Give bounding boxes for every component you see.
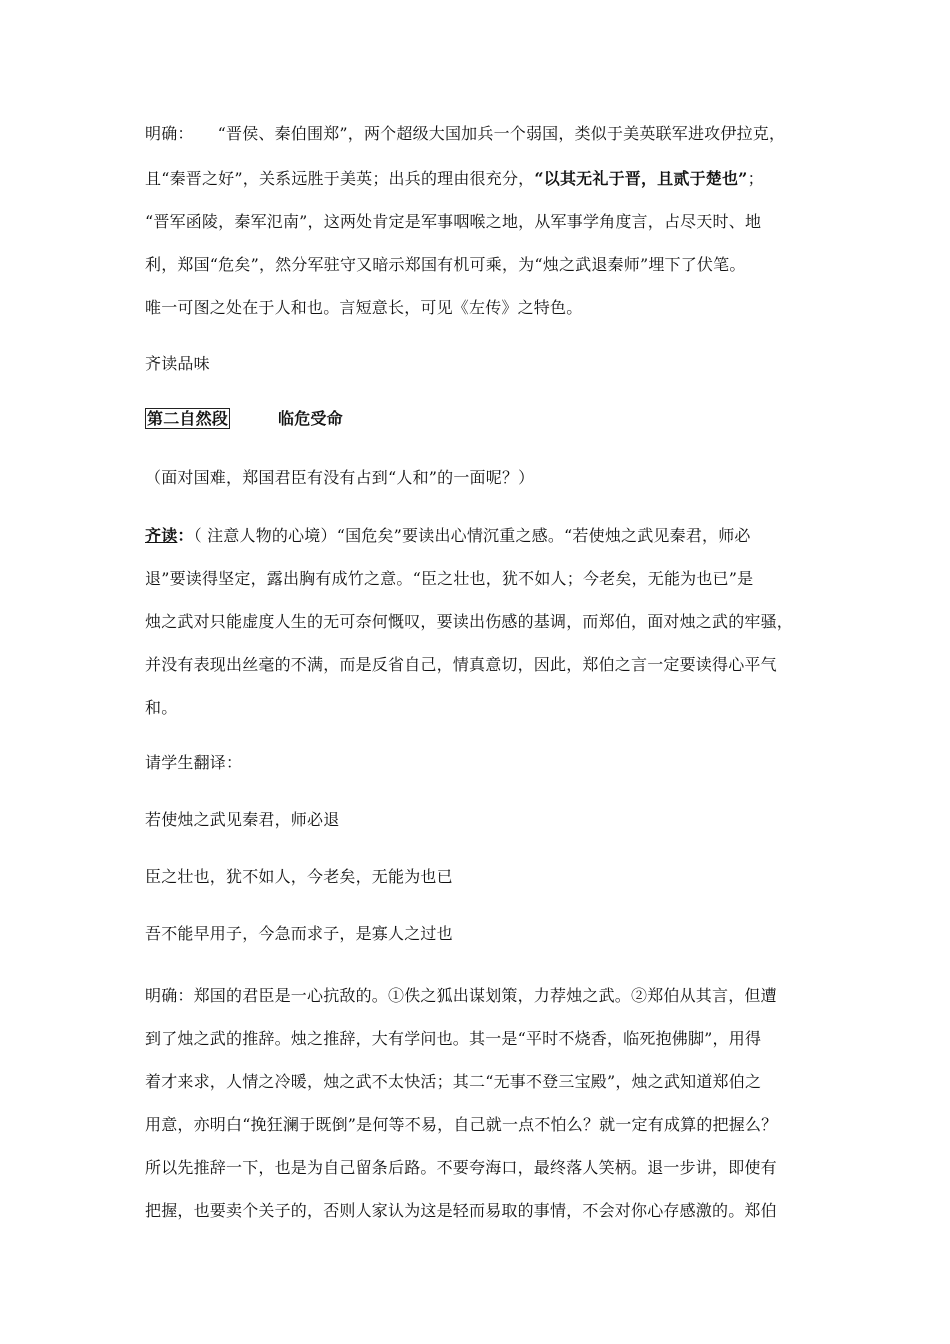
paragraph3-line2: 到了烛之武的推辞。烛之推辞，大有学问也。其一是“平时不烧香，临死抱佛脚”，用得 xyxy=(145,1029,762,1048)
section-label: 第二自然段 xyxy=(147,409,229,428)
paragraph2-text: 并没有表现出丝毫的不满，而是反省自己，情真意切，因此，郑伯之言一定要读得心平气 xyxy=(145,655,777,674)
translate-sentence-2: 臣之壮也，犹不如人，今老矣，无能为也已 xyxy=(145,867,453,886)
qidu-label: 齐读 xyxy=(145,526,178,545)
translate-sentence-3: 吾不能早用子，今急而求子，是寡人之过也 xyxy=(145,924,453,943)
paragraph3-line3: 着才来求，人情之冷暖，烛之武不太快活；其二“无事不登三宝殿”，烛之武知道郑伯之 xyxy=(145,1072,762,1091)
paragraph2-line2 xyxy=(145,569,753,589)
translate-prompt: 请学生翻译： xyxy=(145,753,243,772)
paragraph3-line1: 明确：郑国的君臣是一心抗敌的。①佚之狐出谋划策，力荐烛之武。②郑伯从其言，但遭 xyxy=(145,986,777,1005)
paragraph1-line5 xyxy=(145,298,582,318)
paragraph2-text: 烛之武对只能虚度人生的无可奈何慨叹，要读出伤感的基调，而郑伯，面对烛之武的牢骚， xyxy=(145,612,794,631)
bold-quote: “以其无礼于晋，且贰于楚也” xyxy=(534,169,748,188)
paragraph1-line3 xyxy=(145,212,761,232)
paragraph3-line6: 把握，也要卖个关子的，否则人家认为这是轻而易取的事情，不会对你心存感激的。郑伯 xyxy=(145,1201,777,1220)
paragraph1-line1 xyxy=(145,124,785,144)
paragraph2-line5 xyxy=(145,698,177,718)
paragraph1-text: 且“秦晋之好”，关系远胜于美英；出兵的理由很充分， xyxy=(145,169,535,188)
qidu-pinwei-heading: 齐读品味 xyxy=(145,354,210,373)
qidu-colon: ： xyxy=(177,526,194,545)
paragraph2-line1 xyxy=(145,526,751,546)
paragraph1-text: 唯一可图之处在于人和也。言短意长，可见《左传》之特色。 xyxy=(145,298,583,317)
paragraph1-line2 xyxy=(145,169,764,189)
paragraph2-text: 退”要读得坚定，露出胸有成竹之意。“臣之壮也，犹不如人；今老矣，无能为也已”是 xyxy=(145,569,754,588)
section-heading xyxy=(145,409,343,429)
question-line: （面对国难，郑国君臣有没有占到“人和”的一面呢？） xyxy=(145,468,535,487)
paragraph3-line4: 用意，亦明白“挽狂澜于既倒”是何等不易，自己就一点不怕么？就一定有成算的把握么？ xyxy=(145,1115,778,1134)
paragraph1-line4 xyxy=(145,255,746,275)
section-title: 临危受命 xyxy=(278,409,343,428)
paragraph1-text: 利，郑国“危矣”，然分军驻守又暗示郑国有机可乘，为“烛之武退秦师”埋下了伏笔。 xyxy=(145,255,746,274)
mingque-label: 明确： xyxy=(145,124,194,143)
paragraph1-text: “晋侯、秦伯围郑”，两个超级大国加兵一个弱国，类似于美英联军进攻伊拉克， xyxy=(217,124,786,143)
translate-sentence-1: 若使烛之武见秦君，师必退 xyxy=(145,810,340,829)
paragraph2-text: （ 注意人物的心境）“国危矣”要读出心情沉重之感。“若使烛之武见秦君，师必 xyxy=(193,526,751,545)
paragraph2-line4 xyxy=(145,655,777,675)
paragraph1-text: ； xyxy=(747,169,764,188)
paragraph1-text: “晋军函陵，秦军氾南”，这两处肯定是军事咽喉之地，从军事学角度言，占尽天时、地 xyxy=(145,212,762,231)
paragraph3-line5: 所以先推辞一下，也是为自己留条后路。不要夸海口，最终落人笑柄。退一步讲，即使有 xyxy=(145,1158,777,1177)
paragraph2-text: 和。 xyxy=(145,698,178,717)
paragraph2-line3 xyxy=(145,612,793,632)
